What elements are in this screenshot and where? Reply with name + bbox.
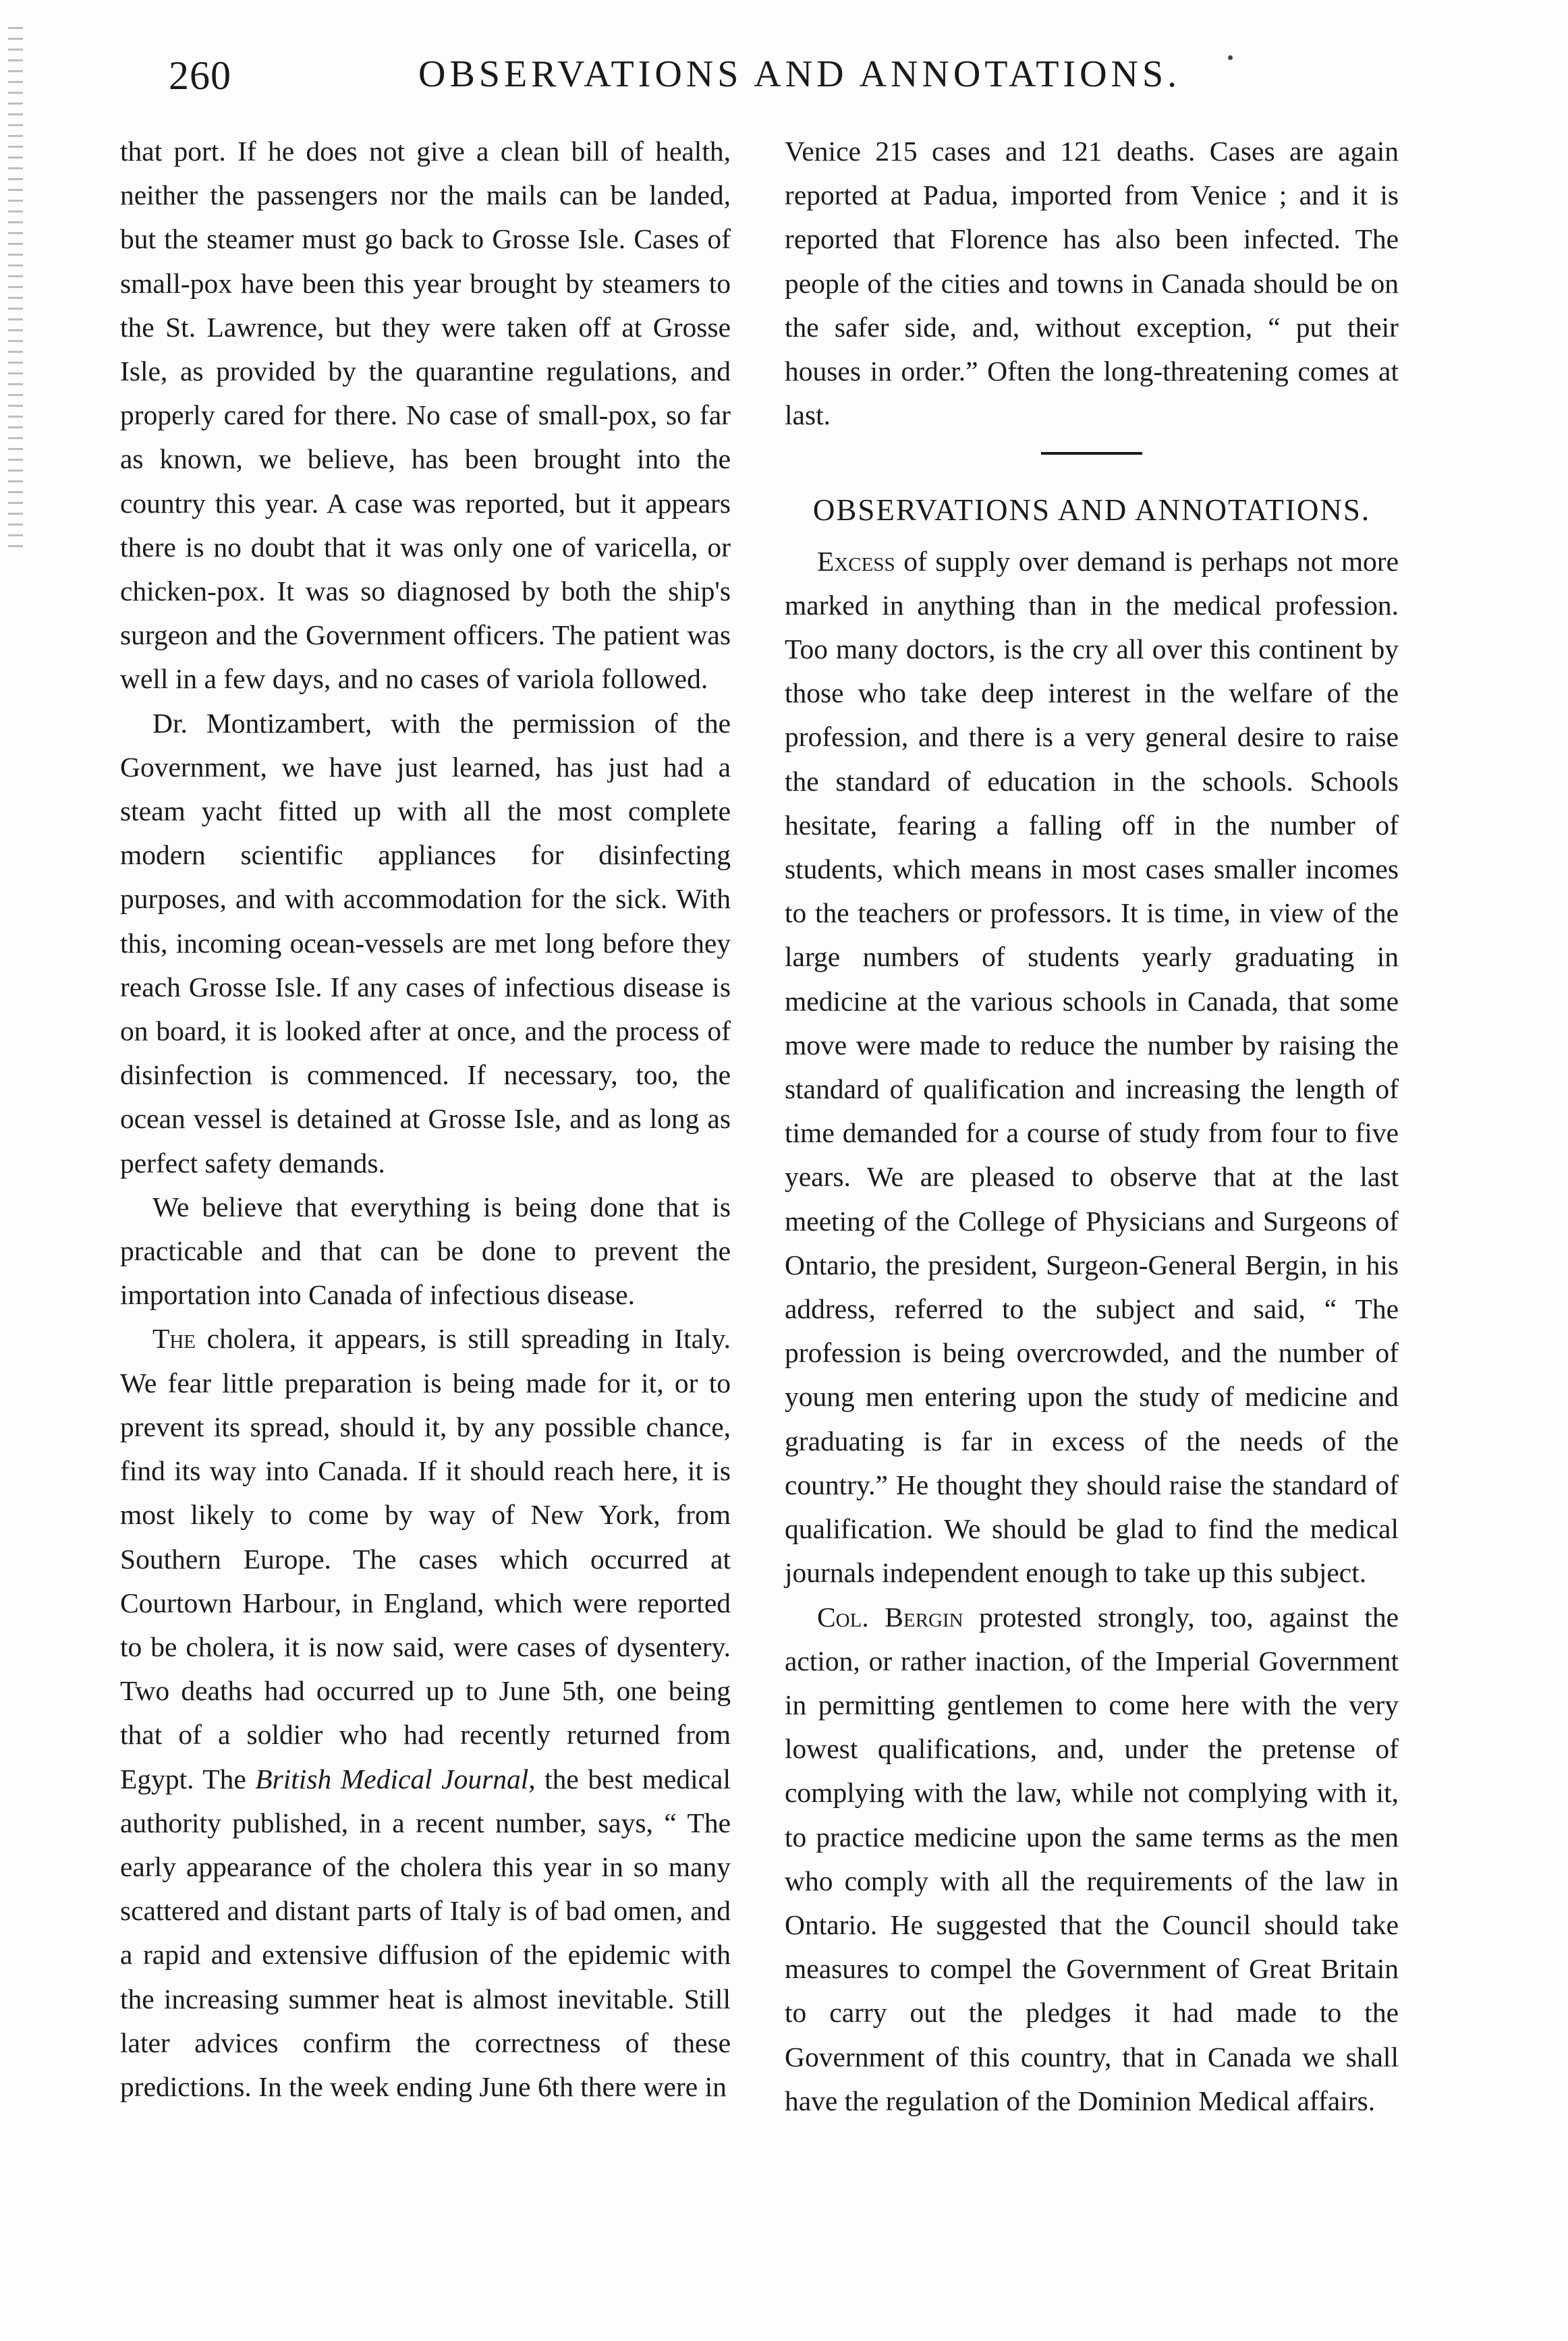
cholera-text-end: the best medical authority published, in a recent number, says, “ The early appearance of the cholera this year in so many scattered and distant parts of Italy is of bad omen, and a rapid and extensive diffusion of the epidemic with the increasing summer heat is almost inevitable. Still later advices confirm the correctness of these predictions. In the week ending June 6th there were in xyxy=(120,1763,731,2102)
right-column xyxy=(785,130,1399,2123)
journal-title: British Medical Journal, xyxy=(255,1763,536,1795)
lead-word: Col. Bergin xyxy=(817,1601,963,1633)
page-number: 260 xyxy=(169,53,231,98)
cholera-text: cholera, it appears, is still spreading in Italy. We fear little preparation is being made for it, or to prevent its spread, should it, by any possible chance, find its way into Canada. If it should reach here, it is most likely to come by way of New York, from Southern Europe. The cases which occurred at Courtown Harbour, in England, which were reported to be cholera, it is now said, were cases of dysentery. Two deaths had occurred up to June 5th, one being that of a soldier who had recently returned from Egypt. The xyxy=(120,1323,731,1795)
paragraph-venice: Venice 215 cases and 121 deaths. Cases are again reported at Padua, imported from Venice ; and it is reported that Florence has also been infected. The people of the cities and towns in Canada should be on the safer side, and, without exception, “ put their houses in order.” Often the long-threatening comes at last. xyxy=(785,136,1399,431)
paragraph-importation: We believe that everything is being done that is practicable and that can be done to prevent the importation into Canada of infectious disease. xyxy=(120,1191,731,1311)
paragraph-excess xyxy=(785,540,1399,1596)
section-rule xyxy=(1041,452,1142,455)
left-column xyxy=(120,130,731,2109)
paragraph-bergin xyxy=(785,1596,1399,2123)
lead-word: The xyxy=(152,1323,196,1355)
lead-word: Excess xyxy=(817,545,895,577)
excess-text: of supply over demand is perhaps not more marked in anything than in the medical profession. Too many doctors, is the cry all over this continent by those who take deep interest in the welfare of the profession, and there is a very general desire to raise the standard of education in the schools. Schools hesitate, fearing a falling off in the number of students, which means in most cases smaller incomes to the teachers or professors. It is time, in view of the large numbers of students yearly graduating in medicine at the various schools in Canada, that some move were made to reduce the number by raising the standard of qualification and increasing the length of time demanded for a course of study from four to five years. We are pleased to observe that at the last meeting of the College of Physicians and Surgeons of Ontario, the president, Surgeon-General Bergin, in his address, referred to the subject and said, “ The profession is being overcrowded, and the number of young men entering upon the study of medicine and graduating is far in excess of the needs of the country.” He thought they should raise the standard of qualification. We should be glad to find the medical journals independent enough to take up this subject. xyxy=(785,545,1399,1589)
paragraph-montizambert: Dr. Montizambert, with the permission of the Government, we have just learned, has just had a steam yacht fitted up with all the most complete modern scientific appliances for disinfecting purposes, and with accommodation for the sick. With this, incoming ocean-vessels are met long before they reach Grosse Isle. If any cases of infectious disease is on board, it is looked after at once, and the process of disinfection is commenced. If necessary, too, the ocean vessel is detained at Grosse Isle, and as long as perfect safety demands. xyxy=(120,707,731,1179)
section-heading: OBSERVATIONS AND ANNOTATIONS. xyxy=(812,493,1371,528)
bergin-text: protested strongly, too, against the action, or rather inaction, of the Imperial Government in permitting gentlemen to come here with the very lowest qualifications, and, under the pretense of complying with the law, while not complying with it, to practice medicine upon the same terms as the men who comply with all the requirements of the law in Ontario. He suggested that the Council should take measures to compel the Government of Great Britain to carry out the pledges it had made to the Government of this country, that in Canada we shall have the regulation of the Dominion Medical affairs. xyxy=(785,1601,1399,2116)
paragraph-quarantine: that port. If he does not give a clean bill of health, neither the passengers nor the mails can be landed, but the steamer must go back to Grosse Isle. Cases of small-pox have been this year brought by steamers to the St. Lawrence, but they were taken off at Grosse Isle, as provided by the quarantine regulations, and properly cared for there. No case of small-pox, so far as known, we believe, has been brought into the country this year. A case was reported, but it appears there is no doubt that it was only one of varicella, or chicken-pox. It was so diagnosed by both the ship's surgeon and the Government officers. The patient was well in a few days, and no cases of variola followed. xyxy=(120,136,731,695)
paragraph-cholera xyxy=(120,1317,731,2109)
margin-marks xyxy=(8,27,23,553)
running-title: OBSERVATIONS AND ANNOTATIONS. xyxy=(418,53,1181,95)
